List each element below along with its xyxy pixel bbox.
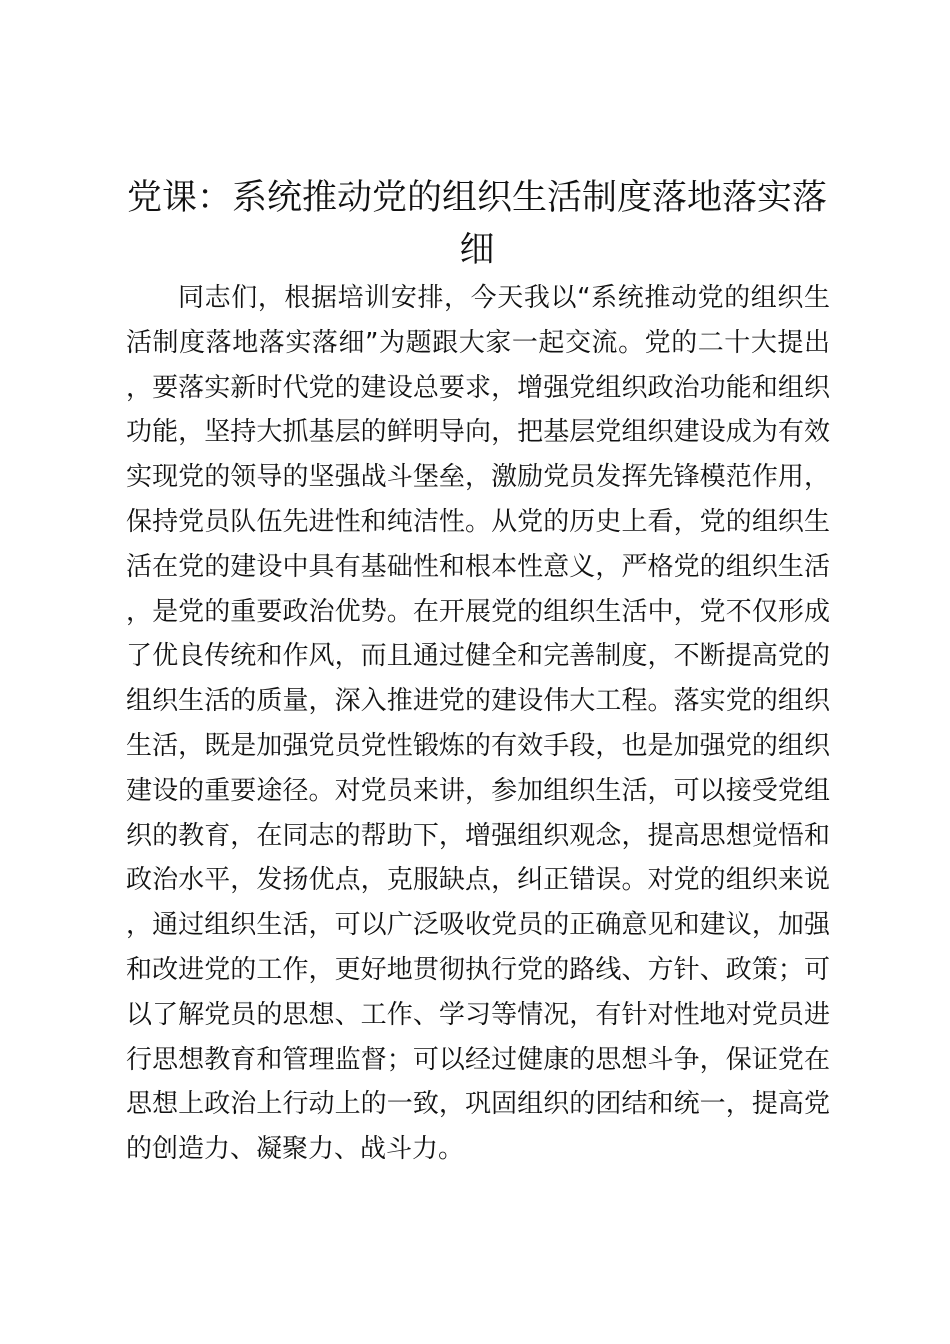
body-paragraph: 同志们，根据培训安排，今天我以“系统推动党的组织生活制度落地落实落细”为题跟大家一起交流。党的二十大提出，要落实新时代党的建设总要求，增强党组织政治功能和组织功能，坚持大抓基层的鲜明导向，把基层党组织建设成为有效实现党的领导的坚强战斗堡垒，激励党员发挥先锋模范作用，保持党员队伍先进性和纯洁性。从党的历史上看，党的组织生活在党的建设中具有基础性和根本性意义，严格党的组织生活，是党的重要政治优势。在开展党的组织生活中，党不仅形成了优良传统和作风，而且通过健全和完善制度，不断提高党的组织生活的质量，深入推进党的建设伟大工程。落实党的组织生活，既是加强党员党性锻炼的有效手段，也是加强党的组织建设的重要途径。对党员来讲，参加组织生活，可以接受党组织的教育，在同志的帮助下，增强组织观念，提高思想觉悟和政治水平，发扬优点，克服缺点，纠正错误。对党的组织来说，通过组织生活，可以广泛吸收党员的正确意见和建议，加强和改进党的工作，更好地贯彻执行党的路线、方针、政策；可以了解党员的思想、工作、学习等情况，有针对性地对党员进行思想教育和管理监督；可以经过健康的思想斗争，保证党在思想上政治上行动上的一致，巩固组织的团结和统一，提高党的创造力、凝聚力、战斗力。 xyxy=(126,283,830,1165)
document-title: 党课：系统推动党的组织生活制度落地落实落细 xyxy=(126,178,827,270)
